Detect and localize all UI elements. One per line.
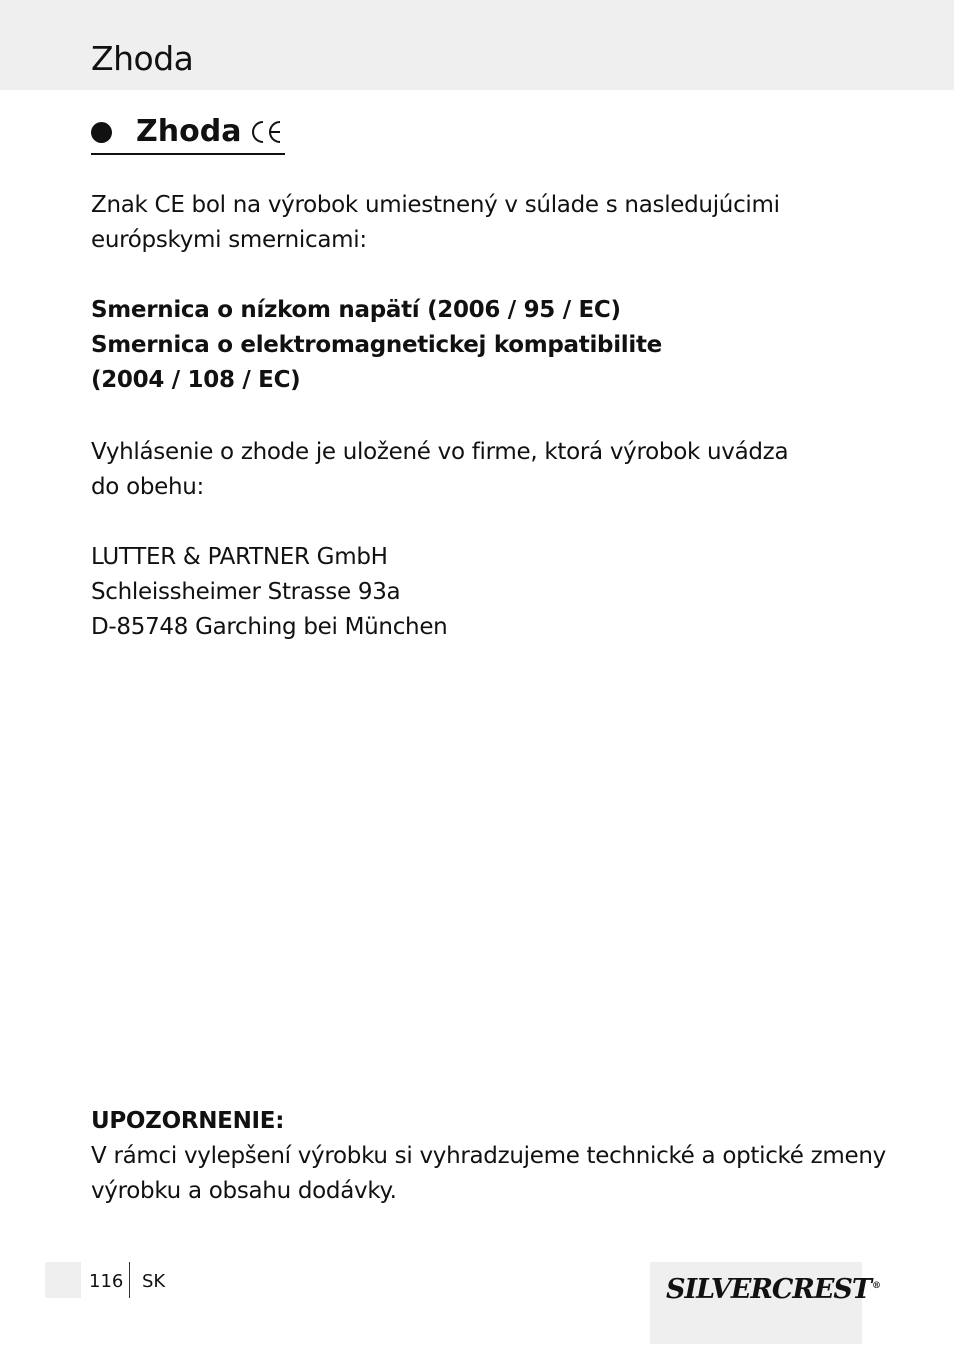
section-heading [91, 113, 285, 155]
address-line: D-85748 Garching bei München [91, 614, 448, 640]
page-marker-box [45, 1262, 81, 1298]
ce-mark-icon [249, 119, 283, 145]
registered-mark: ® [872, 1281, 880, 1291]
brand-logo [666, 1268, 880, 1308]
address-line: LUTTER & PARTNER GmbH [91, 544, 388, 570]
note-line: výrobku a obsahu dodávky. [91, 1178, 397, 1204]
brand-part1: SILVER [666, 1274, 772, 1305]
bullet-icon [91, 122, 112, 143]
intro-line: európskymi smernicami: [91, 227, 367, 253]
declaration-paragraph [91, 435, 851, 505]
directive-line: Smernica o elektromagnetickej kompatibilite [91, 332, 662, 358]
intro-paragraph [91, 188, 851, 258]
page-number: 116 [89, 1271, 124, 1292]
footer-divider [129, 1262, 130, 1298]
declaration-line: do obehu: [91, 474, 205, 500]
note-body [91, 1139, 891, 1209]
company-address [91, 540, 851, 645]
section-heading-text: Zhoda [136, 114, 242, 149]
page-title: Zhoda [91, 39, 194, 78]
intro-line: Znak CE bol na výrobok umiestnený v súlade s nasledujúcimi [91, 192, 780, 218]
language-code: SK [142, 1271, 166, 1292]
note-title: UPOZORNENIE: [91, 1108, 285, 1134]
brand-part2: CREST [771, 1274, 871, 1305]
declaration-line: Vyhlásenie o zhode je uložené vo firme, ktorá výrobok uvádza [91, 439, 789, 465]
note-line: V rámci vylepšení výrobku si vyhradzujeme technické a optické zmeny [91, 1143, 886, 1169]
directive-line: Smernica o nízkom napätí (2006 / 95 / EC) [91, 297, 621, 323]
address-line: Schleissheimer Strasse 93a [91, 579, 401, 605]
directives-list [91, 293, 851, 398]
directive-line: (2004 / 108 / EC) [91, 367, 301, 393]
